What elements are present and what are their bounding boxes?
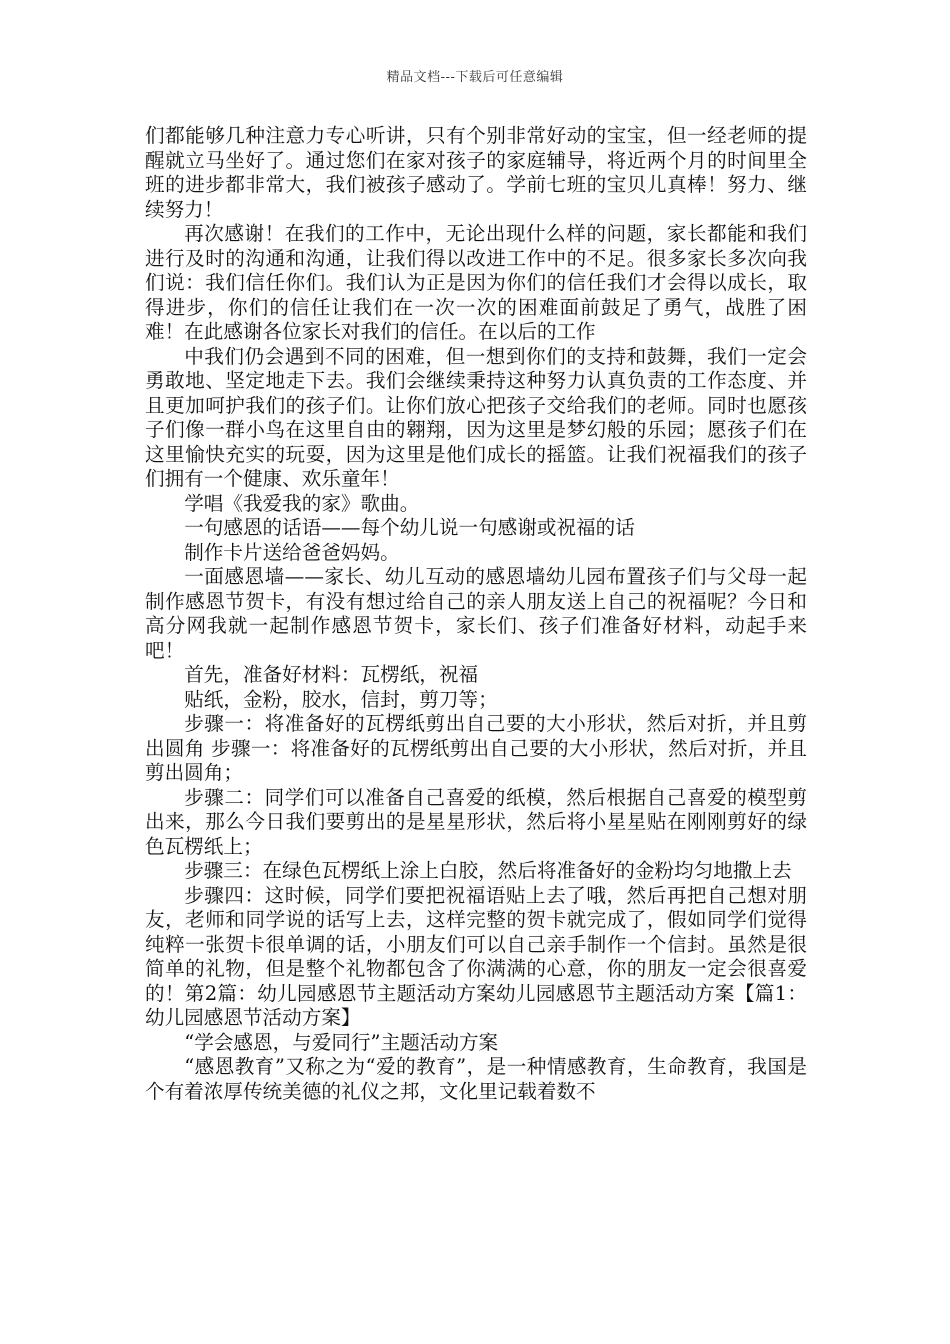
document-body — [145, 124, 807, 1104]
paragraph: 步骤四：这时候，同学们要把祝福语贴上去了哦，然后再把自己想对朋友，老师和同学说的话写上去，这样完整的贺卡就完成了，假如同学们觉得纯粹一张贺卡很单调的话，小朋友们可以自己亲手制作一个信封。虽然是很简单的礼物，但是整个礼物都包含了你满满的心意，你的朋友一定会很喜爱的！第2篇：幼儿园感恩节主题活动方案幼儿园感恩节主题活动方案【篇1：幼儿园感恩节活动方案】 — [145, 883, 807, 1029]
paragraph: 学唱《我爱我的家》歌曲。 — [184, 491, 420, 515]
paragraph: 再次感谢！在我们的工作中，无论出现什么样的问题，家长都能和我们进行及时的沟通和沟通，让我们得以改进工作中的不足。很多家长多次向我们说：我们信任你们。我们认为正是因为你们的信任我们才会得以成长，取得进步，你们的信任让我们在一次一次的困难面前鼓足了勇气，战胜了困难！在此感谢各位家长对我们的信任。在以后的工作 — [145, 222, 807, 343]
paragraph: 步骤二：同学们可以准备自己喜爱的纸模，然后根据自己喜爱的模型剪出来，那么今日我们要剪出的是星星形状，然后将小星星贴在刚刚剪好的绿色瓦楞纸上； — [145, 785, 807, 858]
paragraph: 一面感恩墙——家长、幼儿互动的感恩墙幼儿园布置孩子们与父母一起制作感恩节贺卡，有没有想过给自己的亲人朋友送上自己的祝福呢？今日和高分网我就一起制作感恩节贺卡，家长们、孩子们准备好材料，动起手来吧！ — [145, 565, 807, 662]
paragraph: 步骤三：在绿色瓦楞纸上涂上白胶，然后将准备好的金粉均匀地撒上去 — [184, 859, 792, 882]
paragraph: 一句感恩的话语——每个幼儿说一句感谢或祝福的话 — [184, 516, 635, 539]
paragraph: “学会感恩，与爱同行”主题活动方案 — [184, 1030, 499, 1054]
paragraph: 步骤一：将准备好的瓦楞纸剪出自己要的大小形状，然后对折，并且剪出圆角 步骤一：将准备好的瓦楞纸剪出自己要的大小形状，然后对折，并且剪出圆角； — [145, 712, 807, 784]
paragraph: 制作卡片送给爸爸妈妈。 — [184, 540, 400, 564]
paragraph: 首先，准备好材料：瓦楞纸，祝福 — [184, 663, 479, 686]
paragraph: 贴纸，金粉，胶水，信封，剪刀等； — [184, 687, 498, 711]
paragraph: 们都能够几种注意力专心听讲，只有个别非常好动的宝宝，但一经老师的提醒就立马坐好了。通过您们在家对孩子的家庭辅导，将近两个月的时间里全班的进步都非常大，我们被孩子感动了。学前七班的宝贝儿真棒！努力、继续努力！ — [145, 124, 807, 221]
paragraph: 中我们仍会遇到不同的困难，但一想到你们的支持和鼓舞，我们一定会勇敢地、坚定地走下去。我们会继续秉持这种努力认真负责的工作态度、并且更加呵护我们的孩子们。让你们放心把孩子交给我们的老师。同时也愿孩子们像一群小鸟在这里自由的翱翔，因为这里是梦幻般的乐园；愿孩子们在这里愉快充实的玩耍，因为这里是他们成长的摇篮。让我们祝福我们的孩子们拥有一个健康、欢乐童年！ — [145, 344, 807, 490]
page-header: 精品文档---下载后可任意编辑 — [386, 70, 564, 85]
paragraph: “感恩教育”又称之为“爱的教育”，是一种情感教育，生命教育，我国是个有着浓厚传统美德的礼仪之邦，文化里记载着数不 — [145, 1055, 807, 1103]
